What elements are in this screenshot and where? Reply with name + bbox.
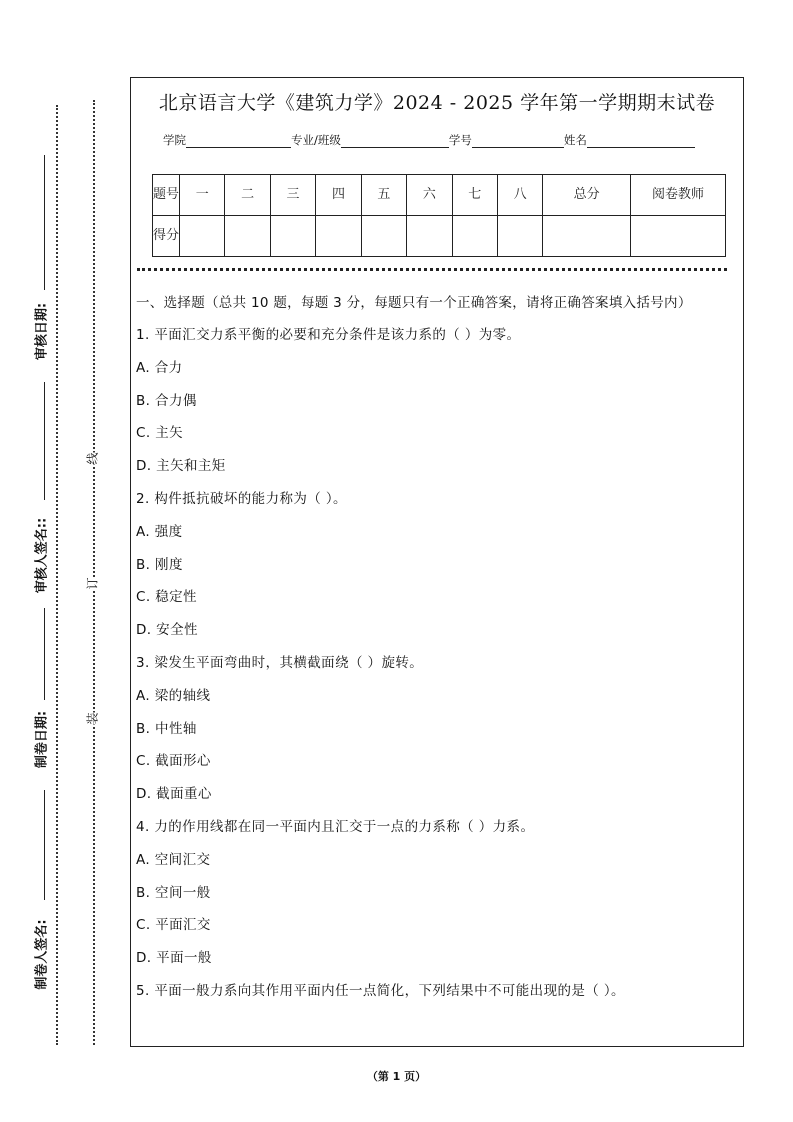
score-table [152,174,726,257]
option[interactable]: C. 平面汇交 [136,917,211,934]
col-7: 七 [452,175,497,216]
college-label: 学院 [163,133,186,147]
question-stem: 5. 平面一般力系向其作用平面内任一点简化，下列结果中不可能出现的是（ ）。 [136,982,625,999]
col-2: 二 [225,175,270,216]
dotted-separator [137,268,727,271]
reviewer-sign-label: 审核人签名:: [34,517,50,594]
option[interactable]: C. 稳定性 [136,589,197,606]
binding-char-zhuang: 装 [82,712,103,724]
score-cell[interactable] [543,216,631,257]
score-label: 得分 [153,216,180,257]
page-number: （第 1 页） [366,1070,427,1083]
col-total: 总分 [543,175,631,216]
binding-solid-line-2 [44,382,45,500]
binding-char-ding: 订 [82,577,103,589]
col-3: 三 [270,175,315,216]
section-heading: 一、选择题（总共 10 题，每题 3 分，每题只有一个正确答案，请将正确答案填入括号内） [136,295,692,311]
make-date-label: 制卷日期: [34,710,50,769]
question-stem: 4. 力的作用线都在同一平面内且汇交于一点的力系称（ ）力系。 [136,818,535,835]
score-cell[interactable] [270,216,315,257]
name-label: 姓名 [563,133,587,147]
major-field[interactable] [341,135,449,148]
binding-solid-line-4 [44,790,45,900]
question-stem: 2. 构件抵抗破坏的能力称为（ ）。 [136,490,347,507]
option[interactable]: B. 刚度 [136,556,183,573]
option[interactable]: D. 平面一般 [136,950,212,967]
binding-solid-line-1 [44,155,45,290]
question-stem: 1. 平面汇交力系平衡的必要和充分条件是该力系的（ ）为零。 [136,327,521,343]
option[interactable]: A. 强度 [136,523,183,540]
score-table-score-row [153,216,726,257]
binding-dotted-line-outer [56,105,58,1045]
binding-char-xian: 线 [82,452,103,464]
section-choice-questions [136,291,736,1008]
name-field[interactable] [587,135,695,148]
col-5: 五 [361,175,406,216]
col-1: 一 [180,175,225,216]
review-date-label: 审核日期: [34,302,50,361]
score-cell[interactable] [407,216,452,257]
option[interactable]: C. 主矢 [136,425,184,442]
score-cell[interactable] [452,216,497,257]
college-field[interactable] [186,135,291,148]
maker-sign-label: 制卷人签名: [34,919,50,990]
student-info-row [163,132,695,148]
question-stem: 3. 梁发生平面弯曲时，其横截面绕（ ）旋转。 [136,654,424,671]
col-grader: 阅卷教师 [631,175,726,216]
option[interactable]: D. 安全性 [136,622,198,639]
option[interactable]: D. 主矢和主矩 [136,458,226,475]
option[interactable]: A. 空间汇交 [136,851,211,868]
option[interactable]: A. 梁的轴线 [136,687,211,704]
score-cell[interactable] [225,216,270,257]
option[interactable]: B. 空间一般 [136,884,211,901]
student-id-label: 学号 [448,133,472,147]
binding-dotted-line-inner [93,100,95,1045]
question-number-label: 题号 [153,175,180,216]
option[interactable]: A. 合力 [136,359,183,376]
option[interactable]: B. 中性轴 [136,720,197,737]
major-label: 专业/班级 [291,133,341,147]
exam-frame [130,77,744,1047]
option[interactable]: C. 截面形心 [136,753,211,770]
exam-title: 北京语言大学《建筑力学》2024 - 2025 学年第一学期期末试卷 [158,92,716,114]
student-id-field[interactable] [472,135,564,148]
col-8: 八 [497,175,542,216]
col-4: 四 [316,175,361,216]
option[interactable]: D. 截面重心 [136,786,212,803]
col-6: 六 [407,175,452,216]
option[interactable]: B. 合力偶 [136,392,197,409]
score-cell[interactable] [361,216,406,257]
binding-solid-line-3 [44,608,45,700]
score-table-header-row [153,175,726,216]
score-cell[interactable] [497,216,542,257]
score-cell[interactable] [180,216,225,257]
score-cell[interactable] [316,216,361,257]
score-cell[interactable] [631,216,726,257]
